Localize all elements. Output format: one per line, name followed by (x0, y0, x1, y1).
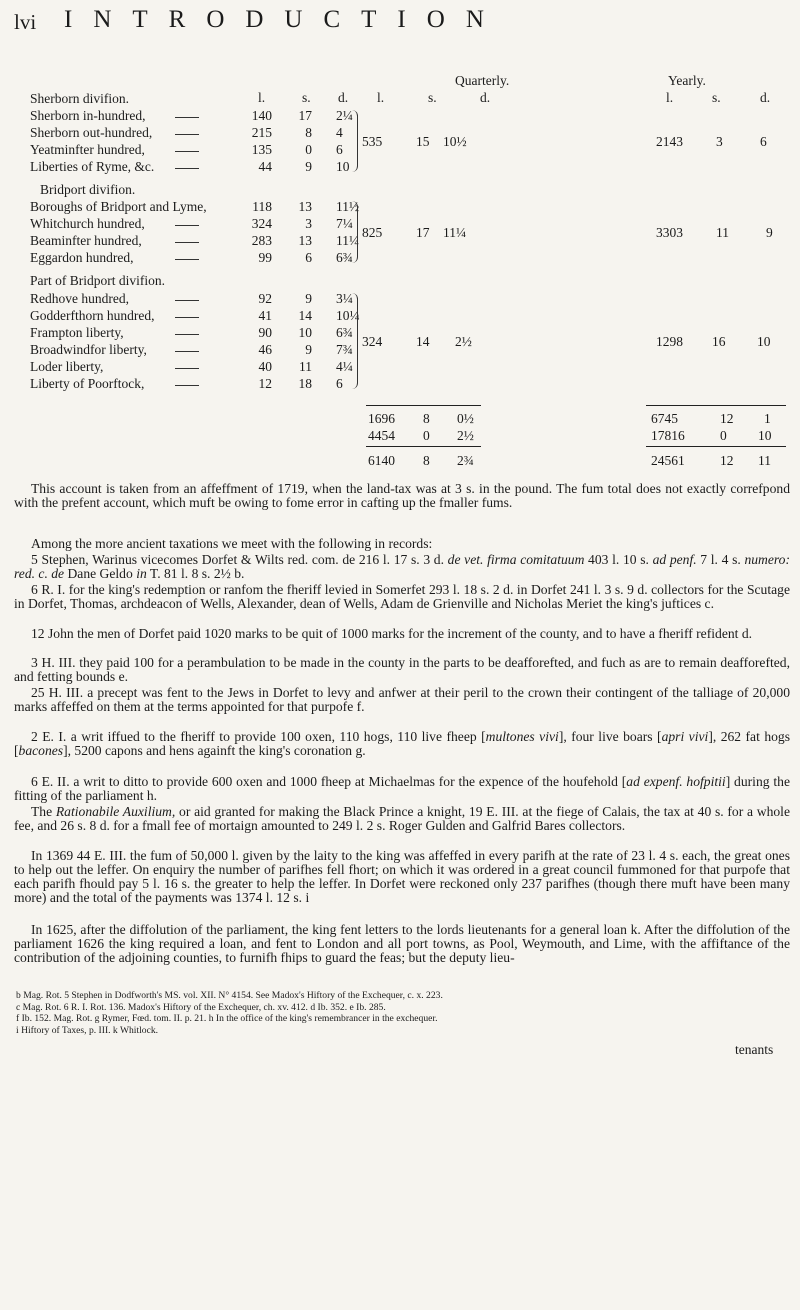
cell-l: 324 (251, 216, 272, 231)
table-row-name: Yeatminfter hundred, (30, 142, 145, 157)
leader-dash (175, 351, 199, 352)
cell-l: 44 (258, 159, 272, 174)
total-rule (646, 405, 786, 406)
leader-dash (175, 151, 199, 152)
quarterly-subtotal-d: 2½ (457, 428, 474, 443)
leader-dash (175, 259, 199, 260)
table-row-name: Loder liberty, (30, 359, 104, 374)
paragraph: 6 R. I. for the king's redemption or ranfom the fheriff levied in Somerfet 293 l. 18 s. 2 d. in Dorfet 241 l. 3 s. 9 d. collectors for the Scutage in Dorfet, Thomas, archdeacon of Wells, Alexander, dean of Wells, Adam de Grienville and Nicholas Meriet the king's juftices c. (14, 582, 790, 611)
cell-s: 13 (298, 199, 312, 214)
yearly-s: 16 (712, 334, 726, 349)
table-row-name: Whitchurch hundred, (30, 216, 145, 231)
yearly-l: 3303 (656, 225, 683, 240)
quarterly-subtotal-d: 0½ (457, 411, 474, 426)
text-run: 403 l. 10 s. (584, 552, 653, 567)
leader-dash (175, 334, 199, 335)
cell-l: 92 (258, 291, 272, 306)
leader-dash (175, 300, 199, 301)
y-col-d-heading: d. (760, 90, 771, 105)
leader-dash (175, 317, 199, 318)
cell-d: 11¼ (336, 233, 360, 248)
cell-s: 14 (298, 308, 312, 323)
text-run: 6 E. II. a writ to ditto to provide 600 oxen and 1000 fheep at Michaelmas for the expence of the houfehold [ (31, 774, 627, 789)
text-run-italic: numero: red. c. de (14, 552, 790, 581)
yearly-total-l: 24561 (651, 453, 685, 468)
footnote: i Hiftory of Taxes, p. III. k Whitlock. (16, 1024, 159, 1036)
cell-s: 9 (305, 291, 312, 306)
cell-l: 46 (258, 342, 272, 357)
yearly-heading: Yearly. (668, 73, 706, 88)
table-row-name: Liberty of Poorftock, (30, 376, 145, 391)
yearly-subtotal-l: 17816 (651, 428, 685, 443)
text-run: ] during the fitting of the parliament h. (14, 774, 790, 803)
yearly-d: 10 (757, 334, 771, 349)
footnotes (16, 990, 796, 1036)
leader-dash (175, 134, 199, 135)
text-run-italic: in (136, 566, 147, 581)
yearly-s: 3 (716, 134, 723, 149)
table-row-name: Boroughs of Bridport and Lyme, (30, 199, 207, 214)
table-row-name: Eggardon hundred, (30, 250, 134, 265)
text-run: ], 262 fat hogs [ (14, 729, 791, 758)
quarterly-s: 14 (416, 334, 430, 349)
quarterly-l: 825 (362, 225, 383, 240)
section-title: Part of Bridport divifion. (30, 273, 165, 288)
text-run-italic: multones vivi (485, 729, 559, 744)
yearly-subtotal-l: 6745 (651, 411, 678, 426)
paragraph: 25 H. III. a precept was fent to the Jews in Dorfet to levy and anfwer at their peril to the crown their contingent of the talliage of 20,000 marks affeffed on them at the terms appointed for that purpofe f. (14, 685, 790, 714)
quarterly-subtotal-l: 4454 (368, 428, 395, 443)
paragraph (14, 553, 790, 581)
col-l-heading: l. (258, 90, 266, 105)
brace (352, 201, 358, 263)
text-run-italic: de vet. firma comitatuum (447, 552, 585, 567)
paragraph: This account is taken from an affeffment of 1719, when the land-tax was at 3 s. in the pound. The fum total does not exactly correfpond with the prefent account, which muft be owing to fome error in cafting up the fmaller fums. (14, 481, 790, 510)
table-row-name: Liberties of Ryme, &c. (30, 159, 155, 174)
leader-dash (175, 168, 199, 169)
quarterly-heading: Quarterly. (455, 73, 510, 88)
table-row-name: Broadwindfor liberty, (30, 342, 147, 357)
quarterly-subtotal-s: 0 (423, 428, 430, 443)
cell-l: 215 (251, 125, 272, 140)
total-rule (646, 446, 786, 447)
cell-d: 3¼ (336, 291, 353, 306)
paragraph (14, 730, 790, 758)
cell-d: 6¾ (336, 325, 353, 340)
text-run: or aid granted for making the Black Prince a knight, 19 E. III. at the fiege of Calais, the tax at 40 s. for a whole fee, and 26 s. 8 d. for a fmall fee of mortaign amounted to 249 l. 2 s. Roger Gulden and Galfrid Bares collectors. (14, 804, 790, 833)
quarterly-s: 15 (416, 134, 430, 149)
cell-d: 6 (336, 142, 343, 157)
q-col-l-heading: l. (377, 90, 385, 105)
text-run: 7 l. 4 s. (696, 552, 745, 567)
cell-d: 10 (336, 159, 350, 174)
y-col-l-heading: l. (666, 90, 674, 105)
total-rule (366, 446, 481, 447)
quarterly-total-d: 2¾ (457, 453, 474, 468)
cell-s: 9 (305, 342, 312, 357)
cell-d: 10¼ (336, 308, 360, 323)
quarterly-l: 324 (362, 334, 383, 349)
quarterly-total-s: 8 (423, 453, 430, 468)
cell-s: 11 (299, 359, 312, 374)
text-run-italic: apri vivi (661, 729, 709, 744)
cell-d: 7¾ (336, 342, 353, 357)
cell-s: 9 (305, 159, 312, 174)
yearly-total-d: 11 (758, 453, 771, 468)
cell-l: 283 (251, 233, 272, 248)
cell-l: 41 (258, 308, 272, 323)
table-row-name: Beaminfter hundred, (30, 233, 142, 248)
footnote: f Ib. 152. Mag. Rot. g Rymer, Fœd. tom. II. p. 21. h In the office of the king's remembrancer in the exchequer. (16, 1013, 438, 1025)
cell-s: 17 (298, 108, 312, 123)
quarterly-total-l: 6140 (368, 453, 395, 468)
cell-l: 90 (258, 325, 272, 340)
yearly-d: 6 (760, 134, 767, 149)
yearly-total-s: 12 (720, 453, 734, 468)
catchword: tenants (735, 1042, 774, 1057)
quarterly-subtotal-s: 8 (423, 411, 430, 426)
col-d-heading: d. (338, 90, 349, 105)
footnote: b Mag. Rot. 5 Stephen in Dodfworth's MS. vol. XII. N° 4154. See Madox's Hiftory of the Exchequer, c. x. 223. (16, 990, 443, 1001)
quarterly-d: 11¼ (443, 225, 467, 240)
text-run: ], 5200 capons and hens againft the king's coronation g. (63, 743, 366, 758)
table-row-name: Godderfthorn hundred, (30, 308, 155, 323)
cell-s: 6 (305, 250, 312, 265)
paragraph: In 1625, after the diffolution of the parliament, the king fent letters to the lords lieutenants for a general loan k. After the diffolution of the parliament 1626 the king required a loan, and fent to London and all port towns, as Pool, Weymouth, and Lime, with the affiftance of the contribution of the adjoining counties, to furnifh fhips to guard the feas; but the deputy lieu- (14, 922, 790, 965)
cell-s: 13 (298, 233, 312, 248)
section-title: Bridport divifion. (40, 182, 136, 197)
footnote: c Mag. Rot. 6 R. I. Rot. 136. Madox's Hiftory of the Exchequer, ch. xv. 412. d Ib. 352. e Ib. 285. (16, 1001, 386, 1013)
brace (352, 293, 358, 389)
paragraph: Among the more ancient taxations we meet with the following in records: (31, 536, 433, 551)
text-run: Dane Geldo (64, 566, 137, 581)
leader-dash (175, 117, 199, 118)
text-run: ], four live boars [ (558, 729, 662, 744)
total-rule (366, 405, 481, 406)
page-number: lvi (14, 10, 37, 34)
quarterly-d: 10½ (443, 134, 467, 149)
cell-s: 3 (305, 216, 312, 231)
cell-d: 7¼ (336, 216, 353, 231)
yearly-s: 11 (716, 225, 729, 240)
quarterly-d: 2½ (455, 334, 472, 349)
q-col-d-heading: d. (480, 90, 491, 105)
paragraph (14, 775, 790, 803)
text-run-italic: Rationabile Auxilium, (55, 804, 176, 819)
table-row-name: Redhove hundred, (30, 291, 129, 306)
paragraph (14, 805, 790, 833)
text-run: T. 81 l. 8 s. 2½ b. (146, 566, 245, 581)
running-header: INTRODUCTION (64, 6, 505, 33)
section-title: Sherborn divifion. (30, 91, 129, 106)
cell-l: 140 (251, 108, 272, 123)
leader-dash (175, 385, 199, 386)
cell-s: 8 (305, 125, 312, 140)
cell-s: 0 (305, 142, 312, 157)
cell-s: 18 (298, 376, 312, 391)
text-run: The (31, 804, 56, 819)
leader-dash (175, 242, 199, 243)
cell-d: 2¼ (336, 108, 353, 123)
text-run: 5 Stephen, Warinus vicecomes Dorfet & Wilts red. com. de 216 l. 17 s. 3 d. (31, 552, 448, 567)
cell-l: 12 (258, 376, 272, 391)
text-run: 2 E. I. a writ iffued to the fheriff to provide 100 oxen, 110 hogs, 110 live fheep [ (31, 729, 486, 744)
leader-dash (175, 225, 199, 226)
yearly-l: 1298 (656, 334, 683, 349)
cell-d: 6¾ (336, 250, 353, 265)
cell-l: 99 (258, 250, 272, 265)
paragraph: 12 John the men of Dorfet paid 1020 marks to be quit of 1000 marks for the increment of the county, and to have a fheriff refident d. (31, 626, 753, 641)
table-row-name: Frampton liberty, (30, 325, 124, 340)
brace (352, 110, 358, 172)
table-row-name: Sherborn in-hundred, (30, 108, 146, 123)
quarterly-l: 535 (362, 134, 383, 149)
cell-l: 118 (252, 199, 272, 214)
yearly-d: 9 (766, 225, 773, 240)
cell-l: 135 (251, 142, 272, 157)
yearly-subtotal-s: 12 (720, 411, 734, 426)
cell-d: 11½ (336, 199, 360, 214)
yearly-subtotal-s: 0 (720, 428, 727, 443)
yearly-subtotal-d: 10 (758, 428, 772, 443)
quarterly-subtotal-l: 1696 (368, 411, 395, 426)
cell-s: 10 (298, 325, 312, 340)
text-run-italic: ad expenf. hofpitii (626, 774, 726, 789)
paragraph: 3 H. III. they paid 100 for a perambulation to be made in the county in the parts to be deafforefted, and fuch as are to remain deafforefted, and fetting bounds e. (14, 655, 790, 684)
cell-d: 6 (336, 376, 343, 391)
y-col-s-heading: s. (712, 90, 721, 105)
text-run-italic: bacones (18, 743, 64, 758)
q-col-s-heading: s. (428, 90, 437, 105)
table-row-name: Sherborn out-hundred, (30, 125, 153, 140)
text-run-italic: ad penf. (652, 552, 697, 567)
yearly-l: 2143 (656, 134, 683, 149)
cell-l: 40 (258, 359, 272, 374)
leader-dash (175, 368, 199, 369)
cell-d: 4¼ (336, 359, 353, 374)
yearly-subtotal-d: 1 (764, 411, 771, 426)
cell-d: 4 (336, 125, 343, 140)
col-s-heading: s. (302, 90, 311, 105)
paragraph: In 1369 44 E. III. the fum of 50,000 l. given by the laity to the king was affeffed in every parifh at the rate of 23 l. 4 s. each, the great ones to help out the leffer. On enquiry the number of parifhes fell fhort; on which it was ordered in a great council fummoned for that purpofe that each parifh fhould pay 5 l. 16 s. the greater to help the leffer. In Dorfet were reckoned only 237 parifhes (though there muft have been many more) and the total of the payments was 1374 l. 12 s. i (14, 848, 790, 905)
quarterly-s: 17 (416, 225, 430, 240)
